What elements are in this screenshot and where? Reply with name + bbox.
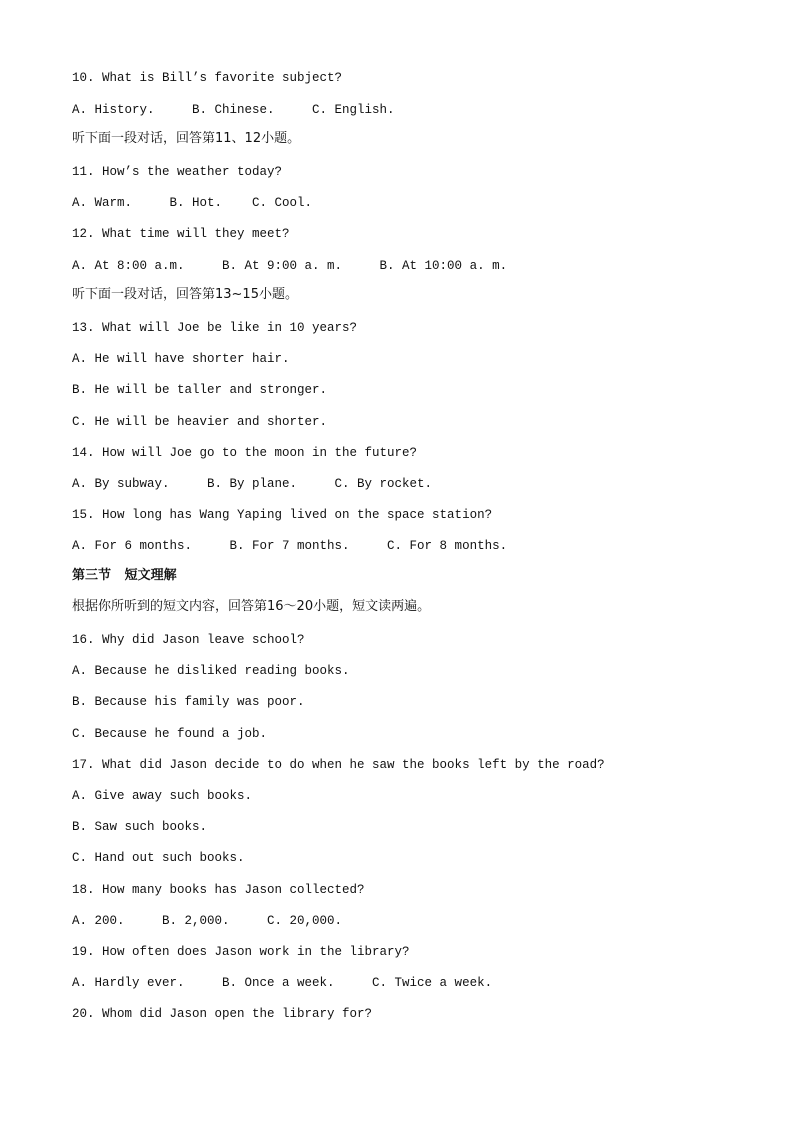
- section-heading: 第三节 短文理解: [72, 568, 177, 583]
- question-13-option-c: C. He will be heavier and shorter.: [72, 415, 328, 429]
- question-17-option-b: B. Saw such books.: [72, 820, 208, 834]
- question-19: 19. How often does Jason work in the library?: [72, 945, 410, 959]
- section-instruction: 听下面一段对话，回答第13~15小题。: [72, 287, 298, 302]
- question-11-options: A. Warm. B. Hot. C. Cool.: [72, 196, 313, 210]
- question-17: 17. What did Jason decide to do when he saw the books left by the road?: [72, 758, 605, 772]
- question-16-option-b: B. Because his family was poor.: [72, 695, 305, 709]
- question-11: 11. How’s the weather today?: [72, 165, 283, 179]
- question-16-option-a: A. Because he disliked reading books.: [72, 664, 350, 678]
- question-17-option-a: A. Give away such books.: [72, 789, 253, 803]
- question-18-options: A. 200. B. 2,000. C. 20,000.: [72, 914, 343, 928]
- section-instruction: 听下面一段对话，回答第11、12小题。: [72, 131, 301, 146]
- question-18: 18. How many books has Jason collected?: [72, 883, 365, 897]
- question-12: 12. What time will they meet?: [72, 227, 290, 241]
- question-19-options: A. Hardly ever. B. Once a week. C. Twice a week.: [72, 976, 493, 990]
- question-14: 14. How will Joe go to the moon in the future?: [72, 446, 418, 460]
- question-13-option-b: B. He will be taller and stronger.: [72, 383, 328, 397]
- question-10-options: A. History. B. Chinese. C. English.: [72, 103, 395, 117]
- question-20: 20. Whom did Jason open the library for?: [72, 1007, 373, 1021]
- question-17-option-c: C. Hand out such books.: [72, 851, 245, 865]
- question-14-options: A. By subway. B. By plane. C. By rocket.: [72, 477, 433, 491]
- question-15-options: A. For 6 months. B. For 7 months. C. For 8 months.: [72, 539, 508, 553]
- question-15: 15. How long has Wang Yaping lived on the space station?: [72, 508, 493, 522]
- question-16-option-c: C. Because he found a job.: [72, 727, 268, 741]
- question-12-options: A. At 8:00 a.m. B. At 9:00 a. m. B. At 10:00 a. m.: [72, 259, 508, 273]
- section-instruction: 根据你所听到的短文内容，回答第16～20小题，短文读两遍。: [72, 599, 431, 614]
- question-13-option-a: A. He will have shorter hair.: [72, 352, 290, 366]
- question-16: 16. Why did Jason leave school?: [72, 633, 305, 647]
- question-13: 13. What will Joe be like in 10 years?: [72, 321, 358, 335]
- question-10: 10. What is Bill’s favorite subject?: [72, 71, 343, 85]
